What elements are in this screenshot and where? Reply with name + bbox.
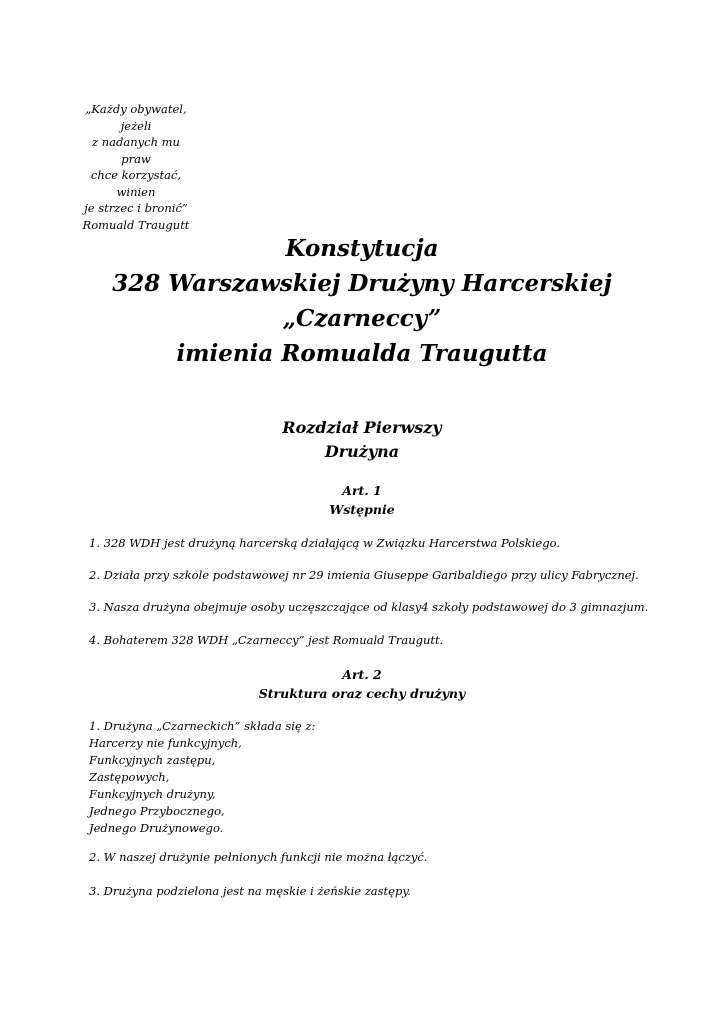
article-2-heading <box>0 665 724 703</box>
chapter-heading <box>0 416 724 464</box>
epigraph-quote <box>76 101 196 233</box>
article-1-paragraph-3: 3. Nasza drużyna obejmuje osoby uczęszczające od klasy4 szkoły podstawowej do 3 gimnazjum. <box>89 600 649 614</box>
article-1-paragraph-2: 2. Działa przy szkole podstawowej nr 29 imienia Giuseppe Garibaldiego przy ulicy Fabrycznej. <box>89 568 639 582</box>
epigraph-line: chce korzystać, winien <box>90 168 182 199</box>
list-item: Jednego Przybocznego, <box>89 804 225 818</box>
article-2-paragraph-3: 3. Drużyna podzielona jest na męskie i żeńskie zastępy. <box>89 884 411 898</box>
title-line: „Czarneccy” <box>282 305 442 332</box>
epigraph-line: je strzec i bronić” <box>84 201 188 215</box>
chapter-name: Rozdział Pierwszy <box>282 418 442 437</box>
title-line: Konstytucja <box>285 235 439 262</box>
article-number: Art. 1 <box>342 483 382 498</box>
list-item: Funkcyjnych drużyny, <box>89 787 216 801</box>
epigraph-line: „Każdy obywatel, jeżeli <box>85 102 187 133</box>
article-1-heading <box>0 481 724 519</box>
list-item: Harcerzy nie funkcyjnych, <box>89 736 242 750</box>
list-intro: 1. Drużyna „Czarneckich” składa się z: <box>89 719 316 733</box>
article-1-paragraph-1: 1. 328 WDH jest drużyną harcerską działającą w Związku Harcerstwa Polskiego. <box>89 536 560 550</box>
title-line: 328 Warszawskiej Drużyny Harcerskiej <box>112 270 612 297</box>
document-title <box>0 231 724 371</box>
article-2-composition-list <box>89 718 689 837</box>
article-number: Art. 2 <box>342 667 382 682</box>
list-item: Jednego Drużynowego. <box>89 821 224 835</box>
article-title: Wstępnie <box>329 502 395 517</box>
title-line: imienia Romualda Traugutta <box>176 340 548 367</box>
article-2-paragraph-2: 2. W naszej drużynie pełnionych funkcji nie można łączyć. <box>89 850 428 864</box>
epigraph-author: Romuald Traugutt <box>82 217 190 232</box>
article-title: Struktura oraz cechy drużyny <box>258 686 466 701</box>
list-item: Funkcyjnych zastępu, <box>89 753 216 767</box>
epigraph-line: z nadanych mu praw <box>92 135 180 166</box>
list-item: Zastępowych, <box>89 770 170 784</box>
chapter-subtitle: Drużyna <box>324 442 400 461</box>
article-1-paragraph-4: 4. Bohaterem 328 WDH „Czarneccy” jest Romuald Traugutt. <box>89 633 444 647</box>
